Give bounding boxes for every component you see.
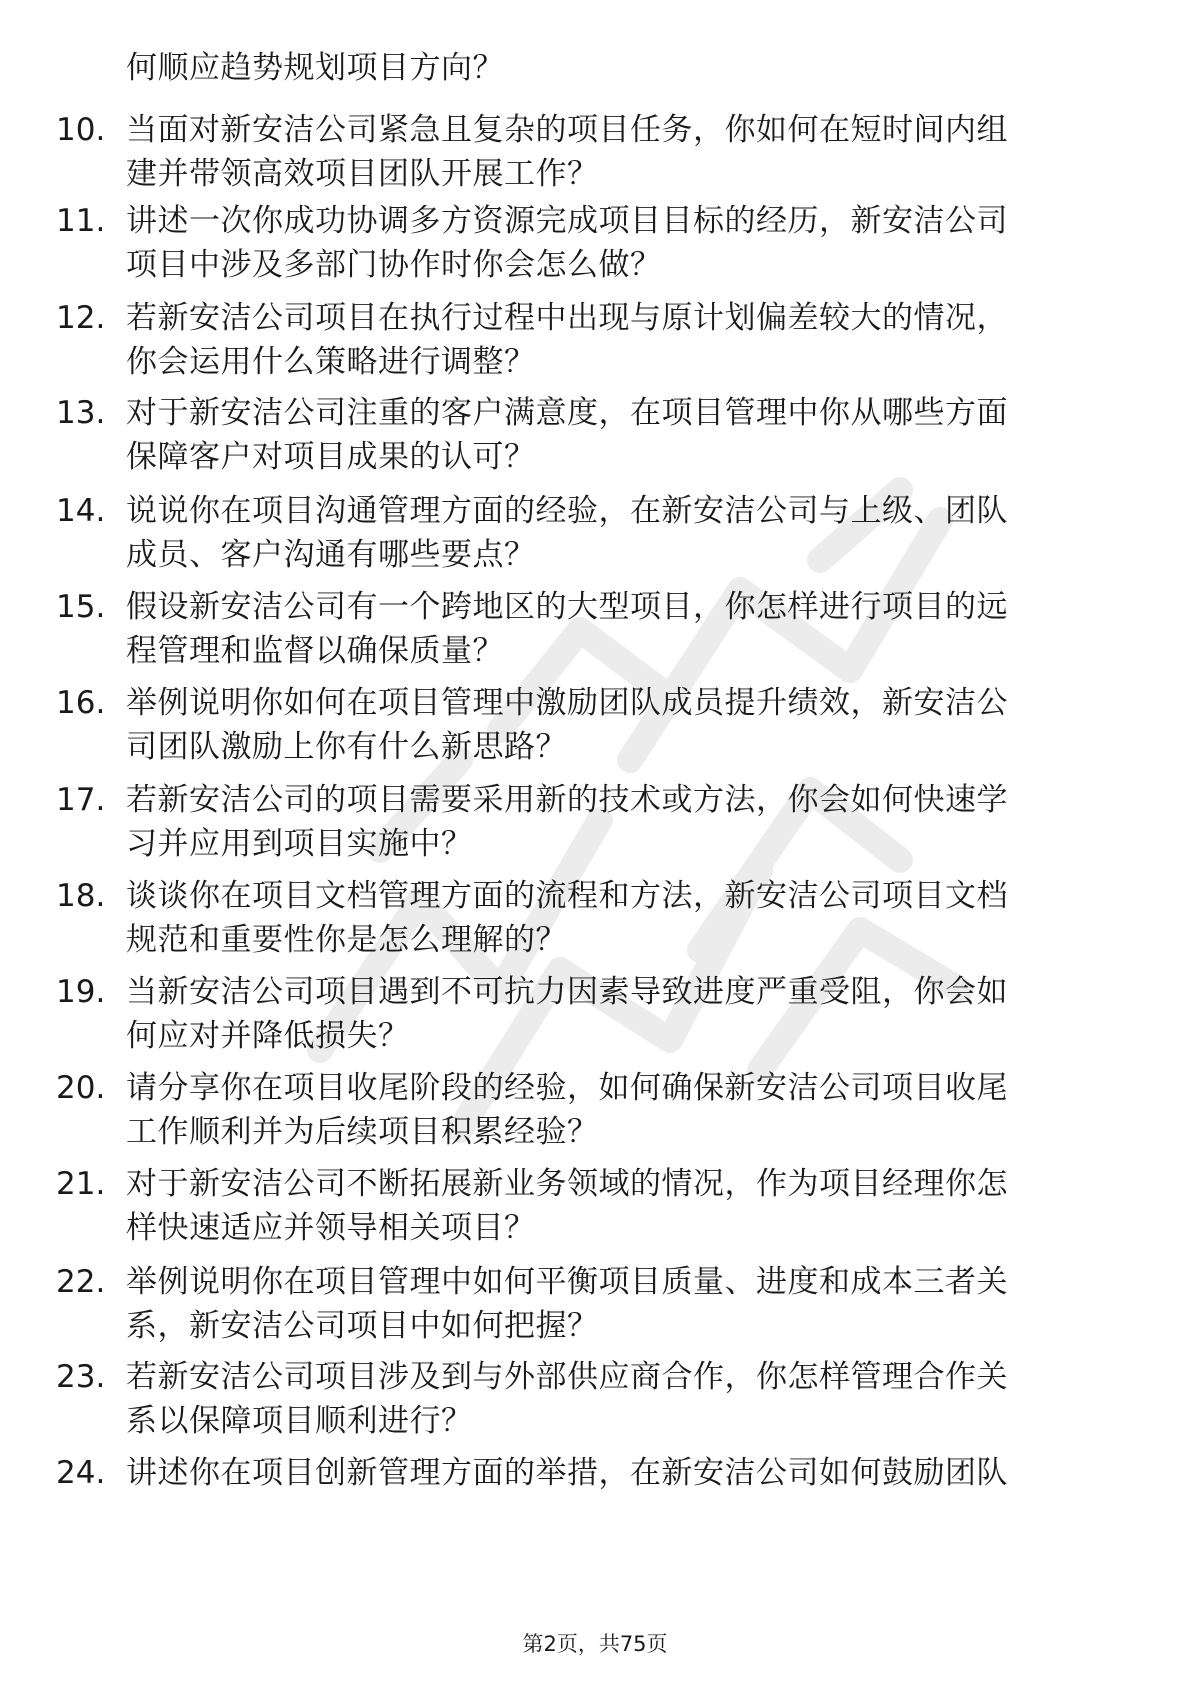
question-number: 16.: [56, 685, 106, 721]
question-number: 22.: [56, 1264, 106, 1300]
question-text-line1: 举例说明你在项目管理中如何平衡项目质量、进度和成本三者关: [126, 1264, 1008, 1300]
question-item-19: [0, 972, 1190, 1064]
question-text-line2: 司团队激励上你有什么新思路？: [126, 729, 567, 765]
question-number: 23.: [56, 1359, 106, 1395]
continuation-line: 何顺应趋势规划项目方向？: [126, 50, 504, 86]
question-text-line1: 讲述一次你成功协调多方资源完成项目目标的经历，新安洁公司: [126, 203, 1008, 239]
question-text-line1: 假设新安洁公司有一个跨地区的大型项目，你怎样进行项目的远: [126, 589, 1008, 625]
question-number: 21.: [56, 1166, 106, 1202]
question-text-line1: 讲述你在项目创新管理方面的举措，在新安洁公司如何鼓励团队: [126, 1455, 1008, 1491]
question-number: 24.: [56, 1455, 106, 1491]
question-item-10: [0, 110, 1190, 202]
question-item-22: [0, 1262, 1190, 1354]
question-text-line2: 保障客户对项目成果的认可？: [126, 439, 536, 475]
question-text-line2: 建并带领高效项目团队开展工作？: [126, 156, 599, 192]
question-text-line1: 当面对新安洁公司紧急且复杂的项目任务，你如何在短时间内组: [126, 112, 1008, 148]
question-number: 10.: [56, 112, 106, 148]
question-text-line2: 样快速适应并领导相关项目？: [126, 1210, 536, 1246]
question-item-13: [0, 393, 1190, 485]
question-item-18: [0, 876, 1190, 968]
question-text-line1: 举例说明你如何在项目管理中激励团队成员提升绩效，新安洁公: [126, 685, 1008, 721]
question-text-line1: 请分享你在项目收尾阶段的经验，如何确保新安洁公司项目收尾: [126, 1070, 1008, 1106]
question-number: 15.: [56, 589, 106, 625]
question-text-line2: 工作顺利并为后续项目积累经验？: [126, 1114, 599, 1150]
question-number: 12.: [56, 300, 106, 336]
question-item-15: [0, 587, 1190, 679]
question-item-11: [0, 201, 1190, 293]
question-text-line1: 若新安洁公司项目涉及到与外部供应商合作，你怎样管理合作关: [126, 1359, 1008, 1395]
question-number: 13.: [56, 395, 106, 431]
question-text-line2: 成员、客户沟通有哪些要点？: [126, 537, 536, 573]
question-text-line2: 你会运用什么策略进行调整？: [126, 344, 536, 380]
question-item-14: [0, 491, 1190, 583]
question-text-line2: 规范和重要性你是怎么理解的？: [126, 922, 567, 958]
question-item-16: [0, 683, 1190, 775]
question-text-line2: 系以保障项目顺利进行？: [126, 1403, 473, 1439]
question-text-line1: 若新安洁公司的项目需要采用新的技术或方法，你会如何快速学: [126, 782, 1008, 818]
question-text-line2: 何应对并降低损失？: [126, 1018, 410, 1054]
question-text-line1: 对于新安洁公司注重的客户满意度，在项目管理中你从哪些方面: [126, 395, 1008, 431]
question-text-line1: 谈谈你在项目文档管理方面的流程和方法，新安洁公司项目文档: [126, 878, 1008, 914]
question-item-21: [0, 1164, 1190, 1256]
question-number: 11.: [56, 203, 106, 239]
question-number: 19.: [56, 974, 106, 1010]
question-text-line2: 项目中涉及多部门协作时你会怎么做？: [126, 247, 662, 283]
question-number: 17.: [56, 782, 106, 818]
question-item-24: [0, 1453, 1190, 1545]
question-item-12: [0, 298, 1190, 390]
question-text-line2: 习并应用到项目实施中？: [126, 826, 473, 862]
question-item-17: [0, 780, 1190, 872]
question-text-line2: 程管理和监督以确保质量？: [126, 633, 504, 669]
question-number: 20.: [56, 1070, 106, 1106]
question-item-20: [0, 1068, 1190, 1160]
question-text-line2: 系，新安洁公司项目中如何把握？: [126, 1308, 599, 1344]
question-text-line1: 若新安洁公司项目在执行过程中出现与原计划偏差较大的情况，: [126, 300, 1008, 336]
question-number: 18.: [56, 878, 106, 914]
question-item-23: [0, 1357, 1190, 1449]
question-text-line1: 对于新安洁公司不断拓展新业务领域的情况，作为项目经理你怎: [126, 1166, 1008, 1202]
question-text-line1: 说说你在项目沟通管理方面的经验，在新安洁公司与上级、团队: [126, 493, 1008, 529]
question-text-line1: 当新安洁公司项目遇到不可抗力因素导致进度严重受阻，你会如: [126, 974, 1008, 1010]
question-number: 14.: [56, 493, 106, 529]
page-footer: 第2页，共75页: [522, 1632, 668, 1656]
